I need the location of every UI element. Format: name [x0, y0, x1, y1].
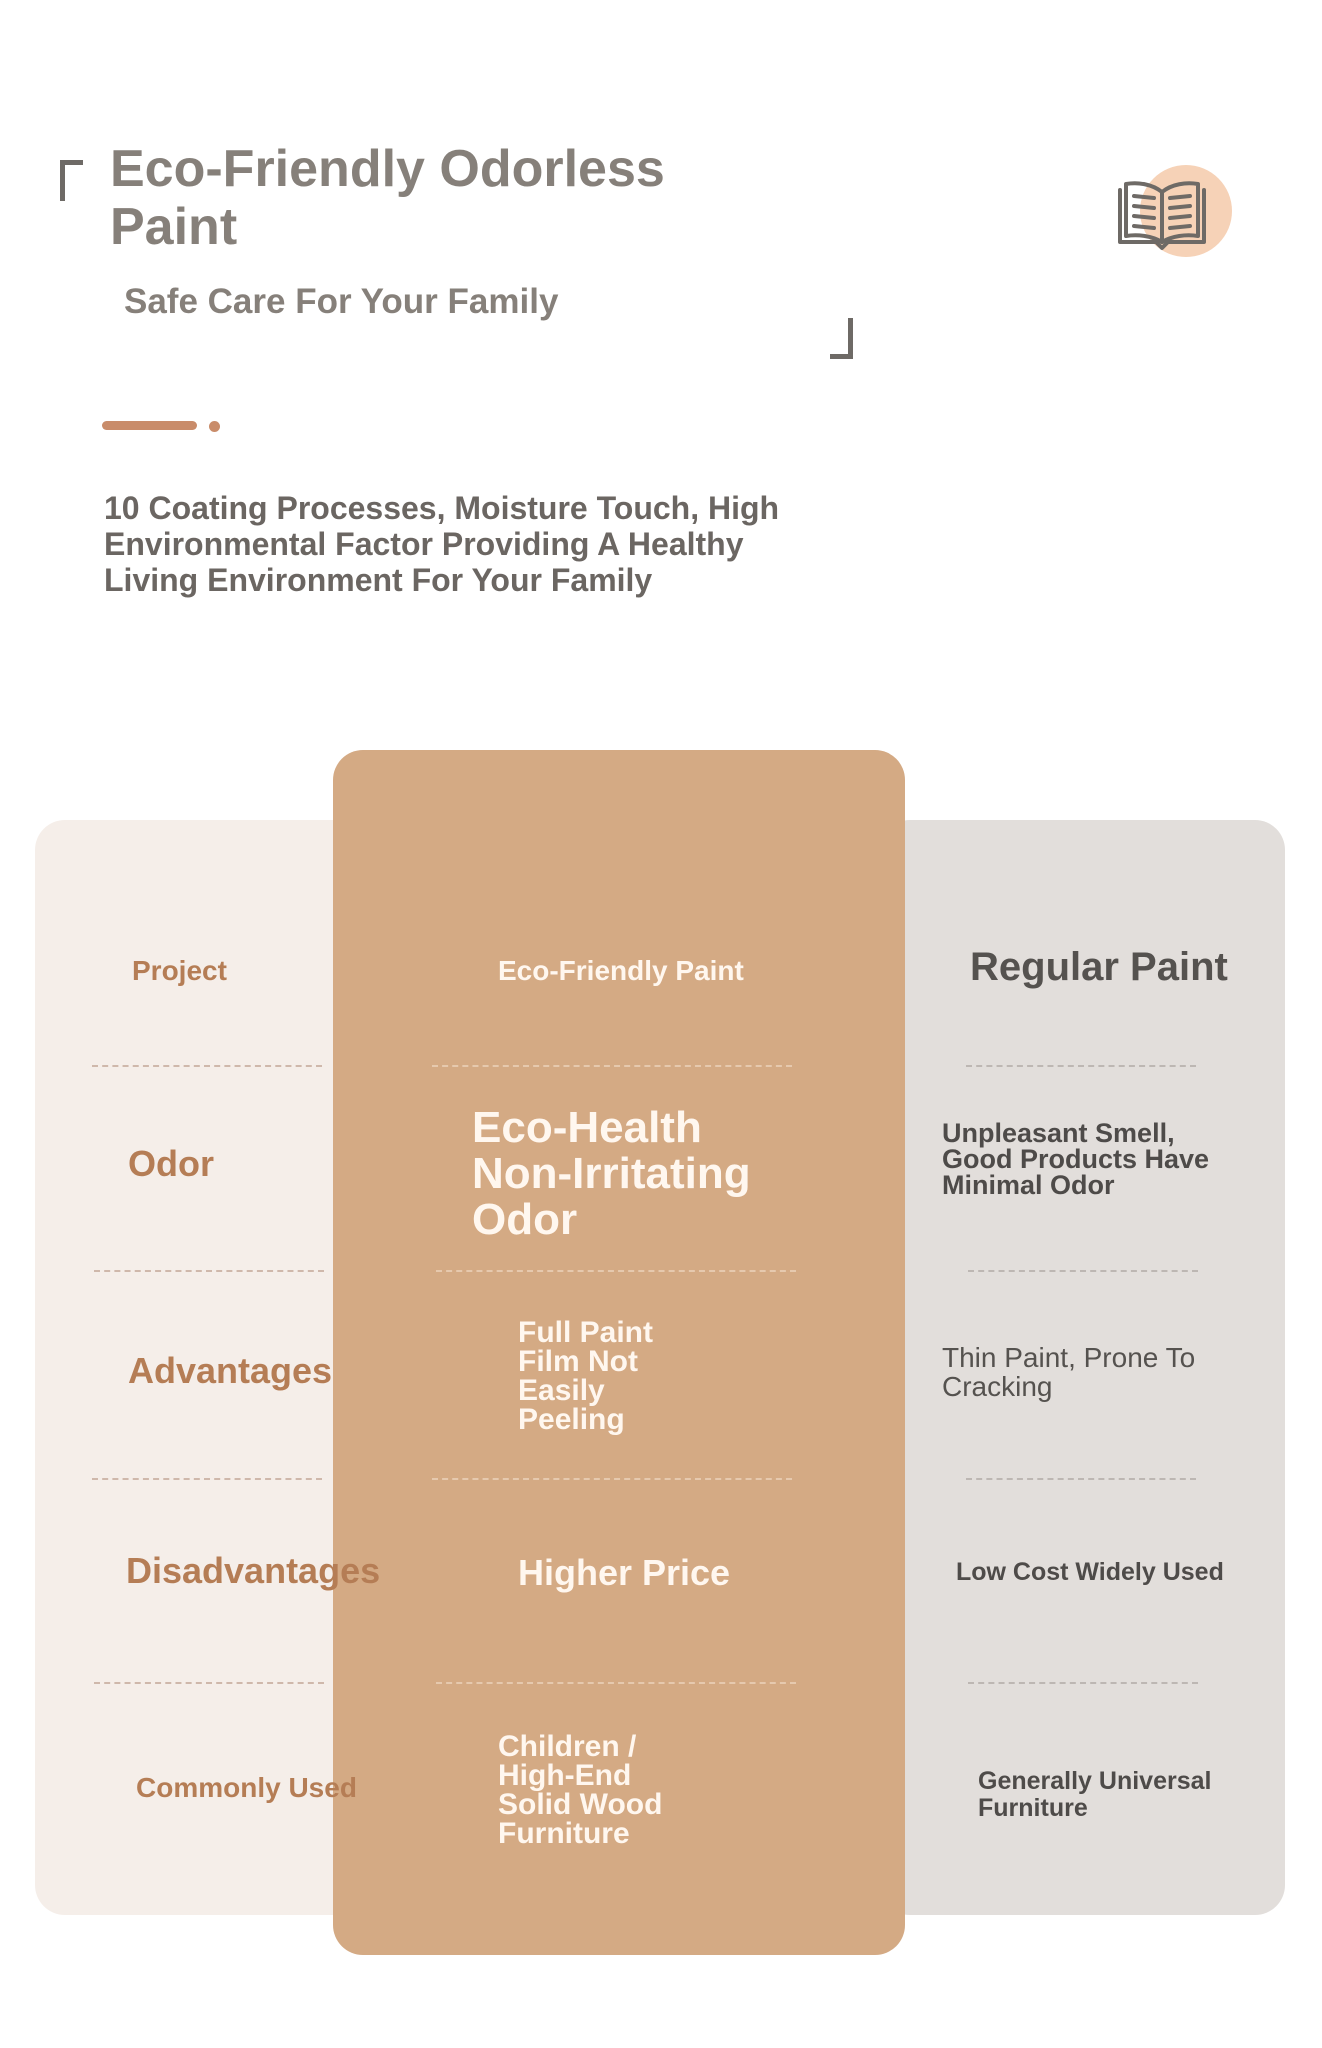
divider-left	[92, 1065, 322, 1067]
row-regular-commonly-used: Generally Universal Furniture	[978, 1767, 1212, 1822]
header-regular-label: Regular Paint	[970, 945, 1228, 989]
row-label-disadvantages: Disadvantages	[126, 1550, 381, 1591]
divider-mid	[432, 1478, 792, 1480]
divider-mid	[436, 1682, 796, 1684]
divider-right	[966, 1065, 1196, 1067]
page-title: Eco-Friendly Odorless Paint	[110, 140, 665, 256]
divider-left	[92, 1478, 322, 1480]
divider-right	[966, 1478, 1196, 1480]
row-eco-commonly-used: Children / High-End Solid Wood Furniture	[498, 1730, 663, 1850]
row-eco-odor: Eco-Health Non-Irritating Odor	[472, 1103, 751, 1244]
divider-right	[968, 1270, 1198, 1272]
page-subtitle: Safe Care For Your Family	[124, 282, 559, 321]
divider-mid	[432, 1065, 792, 1067]
divider-left	[94, 1270, 324, 1272]
row-label-commonly-used: Commonly Used	[136, 1772, 357, 1803]
row-regular-odor: Unpleasant Smell, Good Products Have Minimal Odor	[942, 1118, 1210, 1200]
row-label-advantages: Advantages	[128, 1350, 333, 1391]
row-eco-disadvantages: Higher Price	[518, 1552, 731, 1593]
row-eco-advantages: Full Paint Film Not Easily Peeling	[518, 1316, 653, 1436]
corner-bracket-bottom-right	[830, 318, 853, 359]
row-regular-disadvantages: Low Cost Widely Used	[956, 1558, 1224, 1586]
divider-mid	[436, 1270, 796, 1272]
open-book-icon	[1112, 176, 1212, 256]
row-regular-advantages: Thin Paint, Prone To Cracking	[942, 1342, 1196, 1402]
decorative-bar	[102, 421, 197, 430]
decorative-dot	[209, 421, 220, 432]
header-eco-label: Eco-Friendly Paint	[498, 955, 744, 986]
corner-bracket-top-left	[60, 160, 83, 201]
row-label-odor: Odor	[128, 1143, 214, 1184]
divider-left	[94, 1682, 324, 1684]
description-text: 10 Coating Processes, Moisture Touch, High Environmental Factor Providing A Healthy Living Environment For Your Family	[104, 490, 780, 598]
divider-right	[968, 1682, 1198, 1684]
header-project-label: Project	[132, 955, 227, 986]
